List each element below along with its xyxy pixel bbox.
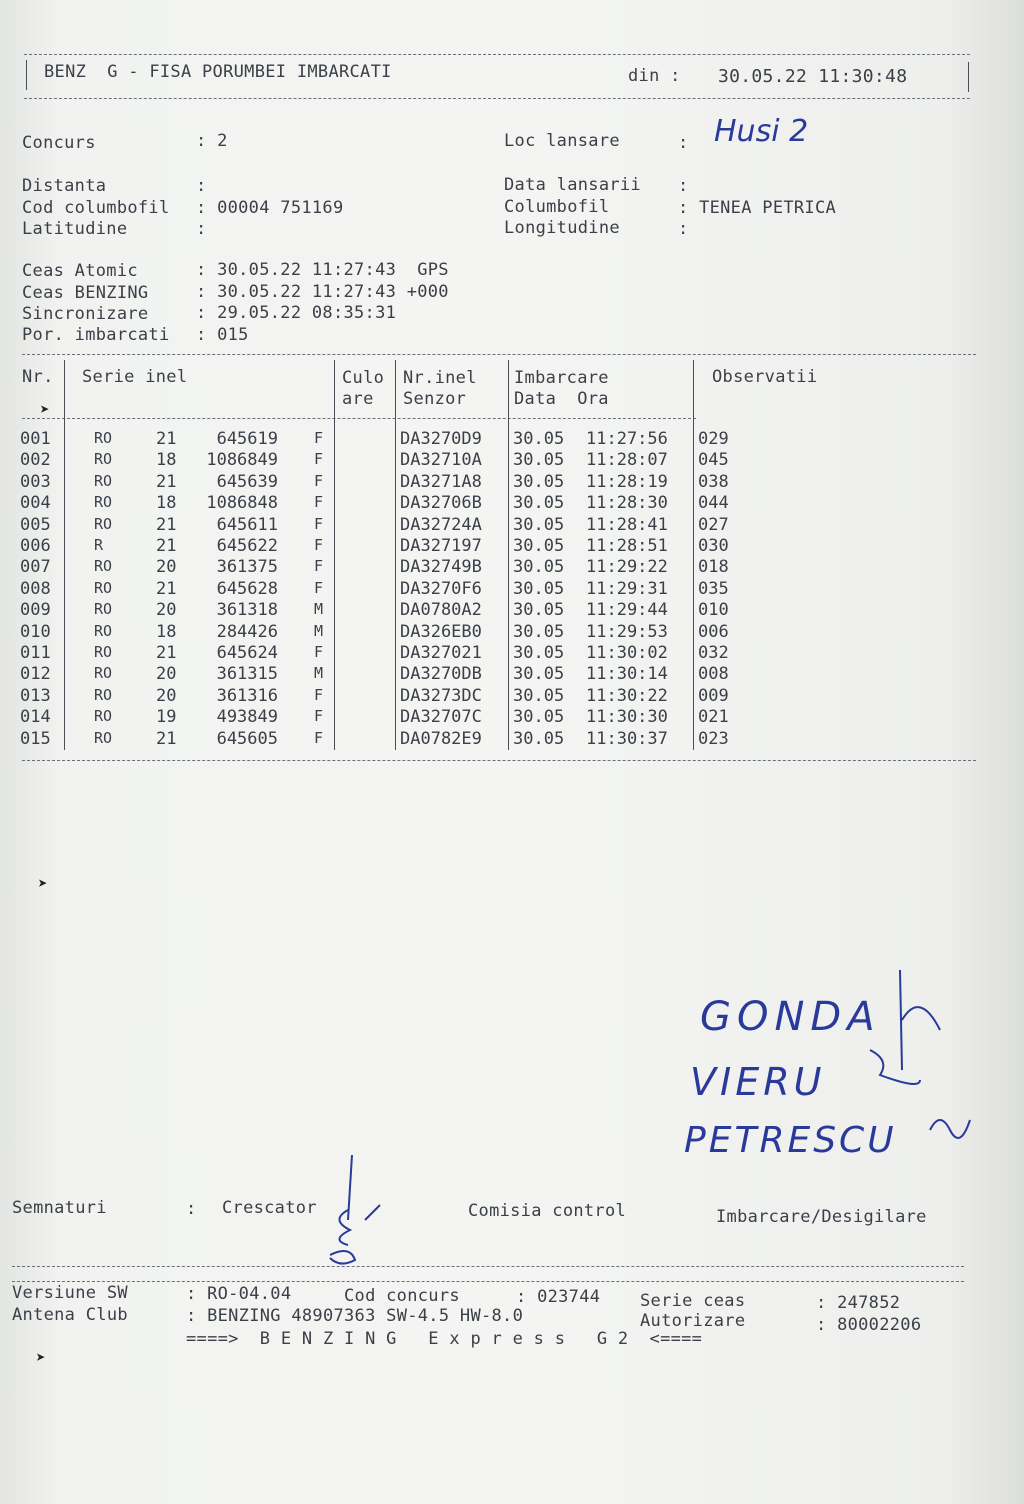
cell-sex: F	[314, 707, 324, 726]
cell-an: 21	[156, 578, 177, 599]
cell-an: 20	[156, 685, 177, 706]
cell-senzor: DA3273DC	[400, 685, 482, 706]
loc-lansare-handwritten: Husi 2	[714, 114, 809, 149]
cell-nr: 010	[20, 621, 51, 642]
cell-an: 20	[156, 664, 177, 685]
cell-ora: 11:30:37	[586, 728, 668, 749]
cell-nr: 015	[20, 728, 51, 749]
cell-an: 20	[156, 600, 177, 621]
cell-sex: F	[314, 450, 324, 469]
cell-sex: F	[314, 429, 324, 447]
loc-lansare-label: Loc lansare	[504, 131, 620, 151]
cell-nr: 009	[20, 600, 51, 621]
table-bottom-border	[22, 760, 976, 761]
antena-club-label: Antena Club	[12, 1305, 128, 1325]
cell-an: 18	[156, 493, 177, 514]
col-header-nrinel-1: Nr.inel	[403, 368, 477, 388]
latitudine-sep: :	[196, 219, 207, 239]
document-title: BENZ G - FISA PORUMBEI IMBARCATI	[44, 62, 392, 82]
semnaturi-sep: :	[186, 1199, 197, 1219]
cell-observatii: 044	[698, 493, 729, 514]
cell-nr: 012	[20, 664, 51, 685]
cell-senzor: DA0782E9	[400, 728, 482, 749]
cell-nr: 007	[20, 557, 51, 578]
data-lansarii-label: Data lansarii	[504, 175, 641, 195]
concurs-label: Concurs	[22, 133, 96, 153]
cell-tara: RO	[94, 643, 113, 661]
cell-tara: RO	[94, 493, 113, 512]
col-sep-imbarcare	[693, 360, 694, 750]
cell-observatii: 035	[698, 578, 729, 599]
cell-inel: 645605	[216, 728, 278, 749]
cell-tara: RO	[94, 557, 113, 576]
cell-senzor: DA326EB0	[400, 621, 482, 642]
cell-senzor: DA32707C	[400, 707, 482, 728]
cell-tara: RO	[94, 429, 113, 447]
cell-an: 21	[156, 514, 177, 535]
cell-an: 19	[156, 707, 177, 728]
din-label: din :	[628, 66, 681, 86]
cod-concurs-label: Cod concurs	[344, 1286, 460, 1306]
cell-inel: 361375	[216, 557, 278, 578]
cell-nr: 002	[20, 450, 51, 471]
cell-inel: 1086849	[206, 450, 278, 471]
cell-an: 21	[156, 471, 177, 492]
header-bottom-border	[24, 98, 970, 99]
hole-mark-1: ➤	[40, 400, 50, 419]
sincronizare-value: : 29.05.22 08:35:31	[196, 303, 397, 323]
versiune-sw-value: : RO-04.04	[186, 1284, 292, 1304]
cell-inel: 284426	[216, 621, 278, 642]
col-header-serie: Serie inel	[82, 367, 188, 387]
cell-observatii: 038	[698, 471, 729, 492]
cell-nr: 013	[20, 685, 51, 706]
cell-observatii: 029	[698, 429, 729, 449]
cell-inel: 361316	[216, 685, 278, 706]
header-left-border	[26, 60, 27, 90]
cell-senzor: DA327021	[400, 643, 482, 663]
crescator-label: Crescator	[222, 1198, 317, 1218]
col-header-culoare-2: are	[342, 389, 374, 409]
cell-observatii: 008	[698, 664, 729, 685]
col-sep-culoare	[395, 360, 396, 750]
cell-ora: 11:30:02	[586, 643, 668, 663]
handwritten-name-vieru: VIERU	[690, 1060, 826, 1104]
longitudine-label: Longitudine	[504, 218, 620, 238]
cell-observatii: 021	[698, 707, 729, 728]
cell-senzor: DA32724A	[400, 514, 482, 535]
cell-ora: 11:30:22	[586, 685, 668, 706]
cell-data: 30.05	[513, 471, 565, 492]
por-imbarcati-label: Por. imbarcati	[22, 325, 170, 345]
cell-an: 18	[156, 621, 177, 642]
cell-sex: M	[314, 664, 324, 683]
cell-sex: M	[314, 621, 324, 640]
cell-tara: RO	[94, 600, 113, 619]
cell-an: 21	[156, 536, 177, 556]
cell-data: 30.05	[513, 493, 565, 514]
cell-data: 30.05	[513, 536, 565, 556]
cell-nr: 004	[20, 493, 51, 514]
cell-tara: R	[94, 536, 104, 554]
cell-observatii: 010	[698, 600, 729, 621]
cell-data: 30.05	[513, 707, 565, 728]
handwritten-name-petrescu: PETRESCU	[684, 1120, 897, 1161]
cell-inel: 361315	[216, 664, 278, 685]
din-value: 30.05.22 11:30:48	[718, 66, 908, 87]
col-sep-nr	[64, 360, 65, 750]
cell-data: 30.05	[513, 514, 565, 535]
cell-observatii: 045	[698, 450, 729, 471]
cell-data: 30.05	[513, 557, 565, 578]
cell-an: 21	[156, 728, 177, 749]
cell-tara: RO	[94, 707, 113, 726]
cell-ora: 11:29:22	[586, 557, 668, 578]
col-header-imbarcare-1: Imbarcare	[514, 368, 609, 388]
col-header-imbarcare-2: Data Ora	[514, 389, 609, 409]
cell-ora: 11:28:19	[586, 471, 668, 492]
cell-tara: RO	[94, 728, 113, 747]
cell-observatii: 030	[698, 536, 729, 556]
cell-ora: 11:28:51	[586, 536, 668, 556]
cell-senzor: DA3271A8	[400, 471, 482, 492]
cod-columbofil-value: : 00004 751169	[196, 198, 344, 218]
antena-club-value: : BENZING 48907363 SW-4.5 HW-8.0	[186, 1306, 524, 1326]
longitudine-sep: :	[678, 219, 689, 239]
cell-data: 30.05	[513, 578, 565, 599]
cell-senzor: DA3270D9	[400, 429, 482, 449]
autorizare-value: : 80002206	[816, 1315, 922, 1335]
cell-senzor: DA3270DB	[400, 664, 482, 685]
por-imbarcati-value: : 015	[196, 325, 249, 345]
cell-ora: 11:29:31	[586, 578, 668, 599]
cell-an: 20	[156, 557, 177, 578]
ceas-atomic-label: Ceas Atomic	[22, 261, 170, 281]
cell-sex: F	[314, 471, 324, 490]
columbofil-label: Columbofil	[504, 197, 610, 217]
cod-columbofil-label: Cod columbofil	[22, 198, 170, 218]
cell-data: 30.05	[513, 621, 565, 642]
header-top-border	[24, 54, 970, 55]
autorizare-label: Autorizare	[640, 1311, 746, 1331]
cell-inel: 645619	[216, 429, 278, 449]
committee-signature-marks	[840, 960, 990, 1160]
cell-tara: RO	[94, 685, 113, 704]
cell-senzor: DA32710A	[400, 450, 482, 471]
cell-nr: 006	[20, 536, 51, 556]
ceas-atomic-value: : 30.05.22 11:27:43 GPS	[196, 260, 449, 280]
cell-senzor: DA327197	[400, 536, 482, 556]
table-header-bottom-border	[22, 418, 696, 419]
serie-ceas-label: Serie ceas	[640, 1291, 746, 1311]
cell-nr: 011	[20, 643, 51, 663]
cell-ora: 11:29:44	[586, 600, 668, 621]
col-header-nr: Nr.	[22, 367, 54, 387]
cod-concurs-value: : 023744	[516, 1287, 601, 1307]
columbofil-value: : TENEA PETRICA	[678, 198, 837, 218]
cell-observatii: 009	[698, 685, 729, 706]
cell-observatii: 018	[698, 557, 729, 578]
cell-tara: RO	[94, 621, 113, 640]
header-right-border	[968, 62, 969, 92]
benzing-express-banner: ====> B E N Z I N G E x p r e s s G 2 <====	[186, 1329, 703, 1349]
cell-sex: F	[314, 578, 324, 597]
cell-tara: RO	[94, 514, 113, 533]
cell-data: 30.05	[513, 643, 565, 663]
cell-data: 30.05	[513, 450, 565, 471]
col-sep-serie	[334, 360, 335, 750]
cell-senzor: DA3270F6	[400, 578, 482, 599]
distanta-label: Distanta	[22, 176, 107, 196]
serie-ceas-value: : 247852	[816, 1293, 901, 1313]
cell-senzor: DA0780A2	[400, 600, 482, 621]
cell-ora: 11:28:07	[586, 450, 668, 471]
col-header-culoare-1: Culo	[342, 368, 385, 388]
cell-tara: RO	[94, 578, 113, 597]
data-lansarii-sep: :	[678, 176, 689, 196]
cell-tara: RO	[94, 450, 113, 469]
hole-mark-3: ➤	[36, 1348, 46, 1367]
table-top-border	[22, 354, 976, 355]
cell-inel: 645622	[216, 536, 278, 556]
cell-nr: 014	[20, 707, 51, 728]
cell-an: 21	[156, 643, 177, 663]
cell-sex: M	[314, 600, 324, 619]
cell-nr: 005	[20, 514, 51, 535]
footer-top-border	[12, 1266, 964, 1267]
crescator-signature	[310, 1150, 400, 1270]
cell-observatii: 032	[698, 643, 729, 663]
cell-sex: F	[314, 557, 324, 576]
cell-tara: RO	[94, 664, 113, 683]
hole-mark-2: ➤	[38, 874, 48, 893]
distanta-sep: :	[196, 176, 207, 196]
cell-nr: 003	[20, 471, 51, 492]
cell-sex: F	[314, 493, 324, 512]
cell-nr: 001	[20, 429, 51, 449]
semnaturi-label: Semnaturi	[12, 1198, 107, 1218]
cell-ora: 11:30:30	[586, 707, 668, 728]
cell-data: 30.05	[513, 429, 565, 449]
cell-sex: F	[314, 728, 324, 747]
handwritten-name-gonda: GONDA	[700, 994, 881, 1040]
cell-sex: F	[314, 643, 324, 661]
comisia-control-label: Comisia control	[468, 1201, 627, 1221]
cell-ora: 11:27:56	[586, 429, 668, 449]
cell-senzor: DA32706B	[400, 493, 482, 514]
cell-observatii: 027	[698, 514, 729, 535]
sincronizare-label: Sincronizare	[22, 304, 170, 324]
cell-sex: F	[314, 685, 324, 704]
cell-inel: 645624	[216, 643, 278, 663]
cell-inel: 1086848	[206, 493, 278, 514]
cell-tara: RO	[94, 471, 113, 490]
loc-lansare-sep: :	[678, 133, 689, 153]
cell-inel: 493849	[216, 707, 278, 728]
cell-data: 30.05	[513, 664, 565, 685]
cell-data: 30.05	[513, 728, 565, 749]
cell-nr: 008	[20, 578, 51, 599]
versiune-sw-label: Versiune SW	[12, 1283, 128, 1303]
cell-ora: 11:28:41	[586, 514, 668, 535]
cell-senzor: DA32749B	[400, 557, 482, 578]
cell-ora: 11:28:30	[586, 493, 668, 514]
cell-inel: 645611	[216, 514, 278, 535]
cell-data: 30.05	[513, 600, 565, 621]
cell-ora: 11:29:53	[586, 621, 668, 642]
cell-observatii: 006	[698, 621, 729, 642]
col-header-nrinel-2: Senzor	[403, 389, 467, 409]
col-header-observatii: Observatii	[712, 367, 818, 387]
footer-top-border-2	[12, 1281, 964, 1282]
cell-observatii: 023	[698, 728, 729, 749]
col-sep-senzor	[508, 360, 509, 750]
cell-an: 21	[156, 429, 177, 449]
cell-data: 30.05	[513, 685, 565, 706]
ceas-benzing-value: : 30.05.22 11:27:43 +000	[196, 282, 449, 302]
cell-sex: F	[314, 536, 324, 554]
cell-sex: F	[314, 514, 324, 533]
latitudine-label: Latitudine	[22, 219, 128, 239]
cell-an: 18	[156, 450, 177, 471]
cell-inel: 645639	[216, 471, 278, 492]
imbarcare-desigilare-label: Imbarcare/Desigilare	[716, 1207, 927, 1227]
cell-ora: 11:30:14	[586, 664, 668, 685]
concurs-value: : 2	[196, 131, 228, 151]
cell-inel: 361318	[216, 600, 278, 621]
cell-inel: 645628	[216, 578, 278, 599]
ceas-benzing-label: Ceas BENZING	[22, 283, 170, 303]
